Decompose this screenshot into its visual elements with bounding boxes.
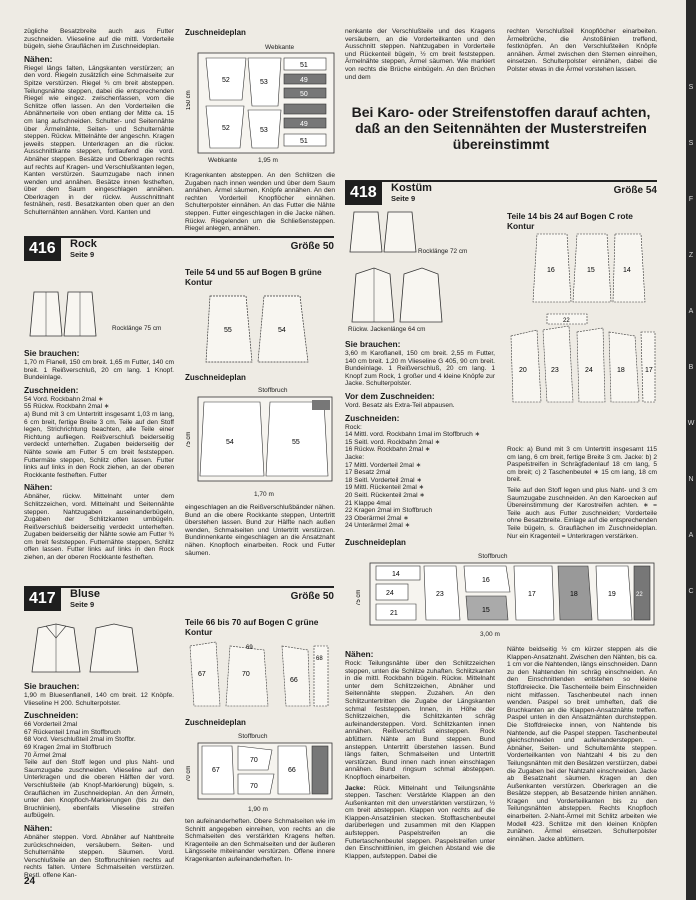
col3-intro-p: nenkante der Verschlußteile und des Kragens versäubern, an die Vorderteilkanten und den Ausschnitt steppen. Nahtzugaben in Vorderteile und Rückenteil bügeln, ½ cm breit feststeppen. Ärmelnähte steppen, Ärmel säumen. Wie markiert von rechts die Brüche einbügeln. An den Brüchen und dem — [345, 28, 495, 81]
col3-intro — [345, 28, 495, 84]
piece-14: 14 — [623, 267, 631, 274]
plan416-width: 1,70 m — [254, 491, 274, 498]
plan1-piece-h: 51 — [300, 138, 308, 145]
pattern-pieces-416 — [200, 292, 320, 370]
piece-66: 66 — [290, 677, 298, 684]
model-size-416: Größe 50 — [290, 241, 334, 252]
plan1-piece-c: 51 — [300, 62, 308, 69]
plan417-height: 70 cm — [186, 765, 192, 782]
zuschneiden-heading-417: Zuschneiden: — [24, 710, 79, 721]
col1-416-block — [24, 345, 174, 565]
model-number-418: 418 — [345, 181, 382, 205]
plan1-piece-g: 53 — [260, 127, 268, 134]
edge-letter: Z — [688, 252, 694, 259]
brauchen-418: 3,60 m Karoflanell, 150 cm breit. 2,55 m Futter, 140 cm breit. 1,20 m Vlieseline G 405, 90 cm breit. Bundeinlage. 1 Reißverschluß, 20 cm lang. 1 Knopf zum Rock, 1 großer und 4 kleine Knöpfe zur Jacke. Schulterpolster. — [345, 350, 495, 388]
piece-54-label: 54 — [278, 327, 286, 334]
model-name-418: Kostüm — [391, 182, 432, 194]
naehen-heading-417: Nähen: — [24, 822, 53, 833]
teile-417: Teile 66 bis 70 auf Bogen C grüne Kontur — [185, 617, 319, 637]
col2-text1 — [185, 172, 335, 236]
plan1-piece-f: 52 — [222, 125, 230, 132]
col2-text416 — [185, 504, 335, 560]
naehen-heading-418: Nähen: — [345, 649, 374, 659]
zuschneiden-418: Rock: 14 Mittl. vord. Rockbahn 1mal im Stoffbruch ∗ 15 Seitl. vord. Rockbahn 2mal ∗ 16 Rückw. Rockbahn 2mal ∗ Jacke: 17 Mittl. Vorderteil 2mal ∗ 17 Besatz 2mal 18 Seitl. Vorderteil 2mal ∗ 19 Mittl. Rückenteil 2mal ∗ 20 Seitl. Rückenteil 2mal ∗ 21 Klappe 4mal 22 Kragen 2mal im Stoffbruch 23 Oberärmel 2mal ∗ 24 Unterärmel 2mal ∗ — [345, 423, 481, 530]
zuschneiden-416: 54 Vord. Rockbahn 2mal ∗ 55 Rückw. Rockbahn 2mal ∗ a) Bund mit 3 cm Untertritt insgesamt 1,03 m lang, 6 cm breit, fertige Breite 3 cm. Teile auf den Stoff legen, Strichrichtung beachten, alle Teile einer Richtung aufliegen. Reißverschluß beiderseitig verdeckt unterheften. Zugaben beiderseitig der Nähte sowie am Futter 5 cm breit feststeppen. Futtermäte steppen, Schlitz offen lassen. Futter links auf links in den Rock ziehen, an der oberen Rockkante festheften. Futter — [24, 395, 174, 479]
plan417-piece-b: 70 — [250, 757, 258, 764]
caption-416: Rocklänge 75 cm — [112, 325, 162, 332]
plan1-title: Zuschneideplan — [185, 28, 246, 37]
cutting-plan-417 — [186, 742, 336, 804]
edge-letter: S — [688, 140, 694, 147]
plan418-title: Zuschneideplan — [345, 538, 406, 547]
piece-22: 22 — [563, 318, 570, 324]
naehen2-418: Nähte beidseitig ½ cm kürzer steppen als die Klappen-Ansatznaht. Zwischen den Nähten, bis ca. 1 cm vor die Nahtenden, längs einschneiden. Dann zu den Nahtenden hin schräg einschneiden. An den Einschnittenden entstehen so kleine Stoffdreiecke. Die Taschenteile beim Einschneiden nicht mitfassen. Taschenbeutel nach innen wenden. Paspel so breit umheften, daß die Bruchkanten an die Klappen-Ansatznähte treffen. Paspel unten in den Ansatznähten durchsteppen. Die Stoffdreiecke innen, von Nahtende bis Nahtende, auf die Paspel steppen. Taschenbeutel gleichschneiden und aufeinandersteppen. – Abnäher, Seiten- und Schulternähte steppen. Vorderteilkanten von Nahtzahl 4 bis zu den Teilungsnähten mit den Besätzen verstürzen, dabei die Zugaben bei der Nahtzahl einschneiden. Jacke ab Besatznaht säumen. Kragen an den Außenkanten verstürzen. Oberkragen an die Besätze steppen, ab Besatzende hinten annähen. Kragen und Vorderteilkanten bis zu den Teilungsnähten absteppen. Rechts Knopfloch einarbeiten. 2-Naht-Ärmel mit Schlitz arbeiten wie Modell 423. Schlitze mit den kleinen Knöpfen zunähen. Ärmel einsetzen. Schulterpolster einnähen. Jacke abfüttern. — [507, 646, 657, 843]
piece-67: 67 — [198, 671, 206, 678]
jacket-sketch-418 — [348, 266, 448, 326]
col1-naehen: Riegel längs falten, Längskanten verstürzen; an den vord. Riegeln zusätzlich eine Schmalseite zur Spitze verstürzen. Riegel ¾ cm breit absteppen. Teilungsnähte steppen, dabei die entsprechenden Riegel wie eingez. zwischenfassen, vom die Schlitze offen lassen. An den Vorderteilen die Abnähnerteile von oben entlang der Mitte ca. 15 cm lang aufschneiden. Schulter- und Seitennähte über Ärmelnähte, Seiten- und Schulternähte steppen. Rückw. Mittelnähte der angeschn. Kragen jeweils steppen. Unterkragen an die rückw. Ausschnittkante steppen, fortlaufend die vord. Abnäher steppen. Besätze und Oberkragen rechts auf rechts auf Kragen- und Verschlußkanten legen, Kanten verstürzen. Saumzugabe nach innen wenden und annähen. Besätze innen festheften, über dem Saum eingeschlagen annähen. Oberkragen in der rückw. Ausschnittnaht festnähen, restl. Besatzkanten oben quer an den Schulternähten annähen. Vord. Kanten und — [24, 64, 174, 217]
plan416-piece-a: 54 — [226, 439, 234, 446]
model-seite-416: Seite 9 — [70, 250, 95, 259]
edge-letter: F — [688, 196, 694, 203]
model-name-416: Rock — [70, 238, 97, 250]
plan418-width: 3,00 m — [480, 631, 500, 638]
page-number: 24 — [24, 876, 36, 887]
edge-letter: A — [688, 308, 694, 315]
plan418-piece-23: 23 — [436, 591, 444, 598]
brauchen-416: 1,70 m Flanell, 150 cm breit. 1,65 m Futter, 140 cm breit. 1 Reißverschluß, 20 cm lang. 1 Knopf. Bundeinlage. — [24, 359, 174, 382]
cutting-plan-416 — [186, 396, 336, 488]
cutting-plan-1 — [186, 52, 336, 156]
piece-20: 20 — [519, 367, 527, 374]
zuschneiden-417: 66 Vorderteil 2mal 67 Rückenteil 1mal im Stoffbruch 68 Vord. Verschlußteil 2mal im Stoffbr. 69 Kragen 2mal im Stoffbruch 70 Ärmel 2mal Teile auf den Stoff legen und plus Naht- und Saumzugabe zuschneiden. Vlieseline auf den Unterkragen und die oberen Hälften der vord. Verschlußteile (ab Knopf-Markierung) bügeln, s. Grauflächen im Zuschneideplan. An den Ärmeln, unter den Knopfloch-Markierungen (bis zu den Bruchlinien), ebenfalls Vlieseline streifen aufbügeln. — [24, 721, 174, 820]
model-name-417: Bluse — [70, 588, 100, 600]
edge-letter: A — [688, 532, 694, 539]
plan418-piece-17: 17 — [528, 591, 536, 598]
cutting-plan-418 — [356, 562, 656, 630]
plan1-width: 1,95 m — [258, 157, 278, 164]
piece-70: 70 — [242, 671, 250, 678]
plan1-height: 150 cm — [186, 90, 192, 110]
col1-intro-block — [24, 28, 174, 220]
col2-text416-p: eingeschlagen an die Reißverschlußbänder nähen. Bund an die obere Rockkante steppen, Untertritt überstehen lassen. Bund zur Hälfte nach außen wenden, Schmalseiten und Untertritt verstürzen. Bundinnenkante eingeschlagen an die Ansatznaht nähen. Knopfloch einarbeiten. Rock und Futter säumen. — [185, 504, 335, 557]
plan416-piece-b: 55 — [292, 439, 300, 446]
naehen-418: Rock: Teilungsnähte über den Schlitzzeichen steppen, unten die Schlitze zuhaften. Schlitzkanten in die mittl. Rockbahn bügeln. Rückw. Mittelnaht unter dem Schlitzzeichen, Abnäher und Seitennähte steppen. Zuzahen. An den Schlitzuntertritten die Zugabe der Längskanten schmal feststeppen. Innen, in Höhe der Schlitzzeichen, die Schlitzkanten schräg aufeinandersteppen. Vord. Schlitzkanten innen annähen. Reißverschluß einsteppen. Rock abfüttern. Nähte am Bund steppen. Bund ansteppen. Untertritt überstehen lassen. Bund längs falten, Schmalseiten und Untertritt verstürzen. Bund innen nach innen einschlagen annähen. Bund ringsum schmal absteppen. Knopfloch einarbeiten. — [345, 660, 495, 781]
edge-letter: N — [688, 476, 694, 483]
jacke-418: Rück. Mittelnaht und Teilungsnähte steppen. Taschen: Verstärkte Klappen an den Außenkanten mit den unverstärkten verstürzen, ½ cm breit absteppen. Klappen von rechts auf die Klappen-Ansatzlinien stecken. Stofftaschenbeutel darüberlegen und zusammen mit den Klappen aufsteppen. Paspelstreifen an die Futtertaschenbeutel steppen. Paspelstreifen unter den Einschnittlinien, im gleichen Abstand wie die Klappen, aufsteppen. Dabei die — [345, 784, 495, 860]
plan416-stoffbruch: Stoffbruch — [258, 387, 288, 394]
plan1-webkante-top: Webkante — [265, 44, 295, 51]
edge-letter: C — [688, 588, 694, 595]
plan1-piece-a: 52 — [222, 77, 230, 84]
col1-417-block — [24, 678, 174, 882]
teile-418: Teile 14 bis 24 auf Bogen C rote Kontur — [507, 211, 633, 231]
plan1-webkante-bottom: Webkante — [208, 157, 238, 164]
naehen-heading-416: Nähen: — [24, 482, 53, 493]
plan417-width: 1,90 m — [248, 806, 268, 813]
naehen-417: Abnäher steppen. Vord. Abnäher auf Nahtbreite zurückschneiden, versäubern. Seiten- und Schulternähte steppen. Säumen. Vord. Verschlußteile an den Stoffbruchlinien rechts auf rechts falten. Untere Schmalseiten verstürzen. Restl. offene Kan- — [24, 833, 174, 879]
plan418-piece-18: 18 — [570, 591, 578, 598]
col3-418-block — [345, 336, 495, 533]
plan418-piece-22: 22 — [636, 592, 643, 598]
naehen-416: Abnäher, rückw. Mittelnaht unter dem Schlitzzeichen, vord. Mittelnaht und Seitennähte steppen. Nahtzugaben auseinanderbügeln, Zugaben der Schlitzkanten umbügeln. Reißverschluß beiderseitig verdeckt unterheften. Zugaben beiderseitig der Nähte sowie am Futter ¾ cm breit feststeppen. Futternähte steppen, Schlitz offen lassen. Futter links auf links in den Rock ziehen, an der oberen Rockkante festheften. — [24, 493, 174, 562]
edge-letter: S — [688, 84, 694, 91]
blouse-sketch-417 — [28, 622, 148, 680]
plan416-title: Zuschneideplan — [185, 373, 246, 382]
col1-naehen-heading: Nähen: — [24, 53, 53, 64]
plan417-piece-d: 66 — [288, 767, 296, 774]
col2-text1-p: Kragenkanten absteppen. An den Schlitzen die Zugaben nach innen wenden und über dem Saum annähen. Ärmel säumen, Knöpfe annähen. An den rechten Vorderteil Knopflöcher einnähen. Schulterpolster einnähen. An das Futter die Nähte steppen. Futter eingeschlagen in die Jacke nähen. Rückw. Riegelenden um die Schließensteppen. Riegel anlegen, annähen. — [185, 172, 335, 233]
piece-17: 17 — [645, 367, 653, 374]
piece-18: 18 — [617, 367, 625, 374]
teile-416: Teile 54 und 55 auf Bogen B grüne Kontur — [185, 267, 322, 287]
plan418-piece-15: 15 — [482, 607, 490, 614]
col2-text417 — [185, 818, 335, 867]
plan417-piece-c: 70 — [250, 783, 258, 790]
col2-text417-p: ten aufeinanderheften. Obere Schmalseiten wie im Schnitt angegeben einreihen, von rechts an die Schmalseiten des verstärkten Kragens heften. Kragenteile an den Schmalseiten und der äußeren Längsseite miteinander verstürzen. Offene innere Kragenkanten aufeinanderheften. In- — [185, 818, 335, 863]
plan417-title: Zuschneideplan — [185, 718, 246, 727]
plan417-stoffbruch: Stoffbruch — [238, 733, 268, 740]
vor-heading-418: Vor dem Zuschneiden: — [345, 390, 435, 401]
banner-karostoffe: Bei Karo- oder Streifenstoffen darauf achten, daß an den Seitennähten der Musterstreifen übereinstimmt — [351, 104, 651, 152]
col4-intro-p: rechten Verschlußteil Knopflöcher einarbeiten. Ärmelbrüche, die Anstoßlinien treffend, festknöpfen. An den Verschlußteilen Knöpfe annähen. Ärmel zwischen den Sternen einreihen, einsetzen. Schulterpolster einnähen, dabei die Polster etwas in die Ärmel vorstehen lassen. — [507, 28, 657, 73]
piece-55-label: 55 — [224, 327, 232, 334]
side-text-418: Rock: a) Bund mit 3 cm Untertritt insgesamt 115 cm lang, 6 cm breit, fertige Breite 3 cm. Jacke: b) 2 Paspelstreifen in Schrägfadenlauf 18 cm lang, 5 cm breit; c) 2 Taschenbeutel ∗ 15 cm lang, 18 cm breit. — [507, 446, 657, 484]
section-418-header — [345, 180, 657, 206]
col4-418-naehen2 — [507, 646, 657, 846]
model-seite-418: Seite 9 — [391, 194, 416, 203]
col4-418-side — [507, 446, 657, 543]
piece-15: 15 — [587, 267, 595, 274]
section-416-header — [24, 236, 334, 262]
plan1-piece-d: 49 — [300, 77, 308, 84]
model-number-416: 416 — [24, 237, 61, 261]
plan1-piece-b: 53 — [260, 79, 268, 86]
plan417-piece-a: 67 — [212, 767, 220, 774]
skirt-sketch-416 — [28, 288, 98, 343]
plan418-piece-21: 21 — [390, 610, 398, 617]
jacke-heading-418: Jacke: — [345, 784, 366, 792]
caption-jacke-418: Rückw. Jackenlänge 64 cm — [348, 326, 426, 333]
model-size-418: Größe 54 — [613, 185, 657, 196]
edge-letter: W — [687, 420, 695, 427]
piece-16: 16 — [547, 267, 555, 274]
side-text2-418: Teile auf den Stoff legen und plus Naht- und 3 cm Saumzugabe zuschneiden. An den Karoecken auf Übereinstimmung der Karostreifen achten. ∗ = Teile auch aus Futter zuschneiden; Vorderteile ohne Besatzbreite. Einlage auf die entsprechenden Teile bügeln, s. Grauflächen im Zuschneideplan. Nur ein Kragenteil = Unterkragen verstärken. — [507, 486, 657, 540]
model-size-417: Größe 50 — [290, 591, 334, 602]
model-number-417: 417 — [24, 587, 61, 611]
col3-418-naehen — [345, 646, 495, 863]
model-seite-417: Seite 9 — [70, 600, 95, 609]
plan418-piece-19: 19 — [608, 591, 616, 598]
plan418-piece-24: 24 — [386, 590, 394, 597]
pattern-pieces-418 — [507, 232, 657, 422]
right-edge-letters — [686, 60, 696, 620]
pattern-pieces-417 — [186, 640, 336, 712]
zuschneiden-heading-416: Zuschneiden: — [24, 384, 79, 395]
caption-rock-418: Rocklänge 72 cm — [418, 248, 468, 255]
vor-418: Vord. Besatz als Extra-Teil abpausen. — [345, 401, 455, 409]
edge-letter: B — [688, 364, 694, 371]
zuschneiden-heading-418: Zuschneiden: — [345, 412, 400, 423]
col1-intro: zügliche Besatzbreite auch aus Futter zuschneiden. Vlieseline auf die mittl. Vorderteile bügeln, siehe Grauflächen im Zuschneideplan. — [24, 28, 174, 51]
plan418-stoffbruch: Stoffbruch — [478, 553, 508, 560]
plan418-piece-14: 14 — [392, 571, 400, 578]
plan418-height: 75 cm — [356, 589, 362, 606]
plan418-piece-16: 16 — [482, 577, 490, 584]
piece-23: 23 — [551, 367, 559, 374]
brauchen-heading-416: Sie brauchen: — [24, 348, 80, 358]
brauchen-heading-417: Sie brauchen: — [24, 681, 80, 691]
plan416-height: 75 cm — [186, 431, 192, 448]
piece-24: 24 — [585, 367, 593, 374]
plan1-piece-i: 49 — [300, 121, 308, 128]
col4-intro — [507, 28, 657, 77]
piece-68: 68 — [316, 656, 323, 662]
piece-69: 69 — [246, 645, 253, 651]
plan1-piece-e: 50 — [300, 91, 308, 98]
section-417-header — [24, 586, 334, 612]
brauchen-heading-418: Sie brauchen: — [345, 339, 401, 349]
brauchen-417: 1,90 m Bluesenflanell, 140 cm breit. 12 Knöpfe. Vlieseline H 200. Schulterpolster. — [24, 692, 174, 707]
